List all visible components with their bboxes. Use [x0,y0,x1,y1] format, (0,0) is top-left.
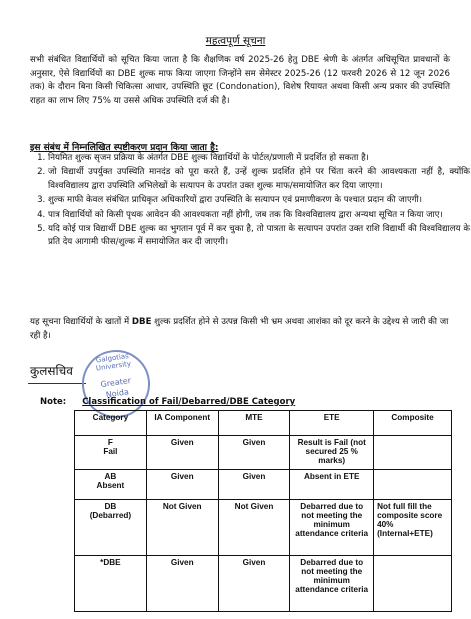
signature-line [28,383,86,384]
table-header-row [75,411,452,436]
cell-ia: Given [146,470,218,500]
table-row [75,436,452,470]
cell-ete: Result is Fail (not secured 25 % marks) [290,436,374,470]
cell-ete: Absent in ETE [290,470,374,500]
seal-line-1: Greater [100,375,132,390]
cell-category: DB (Debarred) [75,500,147,556]
note-label: Note: [40,397,67,407]
table-row [75,500,452,556]
clarification-heading: इस संबंध में निम्नलिखित स्पष्टीकरण प्रदान किया जाता है: [30,143,219,153]
seal-ring-text: Galgotias University [95,351,132,373]
table-row [75,556,452,612]
header-category: Category [75,411,147,436]
notice-intro: सभी संबंधित विद्यार्थियों को सूचित किया जाता है कि शैक्षणिक वर्ष 2025-26 हेतु DBE श्रेणी के अंतर्गत अधिसूचित प्रावधानों के अनुसार, ऐसे विद्यार्थियों का DBE शुल्क माफ किया जाएगा जिन्होंने सम सेमेस्टर 2025-26 (12 फरवरी 2026 से 12 जून 2026 तक) के दौरान बिना किसी चिकित्सा आधार, उपस्थिति छूट (Condonation), विशेष रियायत अथवा किसी अन्य प्रकार की उपस्थिति राहत का लाभ लिए 75% या उससे अधिक उपस्थिति दर्ज की है। [30,55,450,106]
list-item: 1. नियमित शुल्क सृजन प्रक्रिया के अंतर्गत DBE शुल्क विद्यार्थियों के पोर्टल/प्रणाली में प्रदर्शित हो सकता है। [48,152,470,165]
cell-mte: Given [218,470,290,500]
closing-paragraph [30,316,450,343]
list-item: 2. जो विद्यार्थी उपर्युक्त उपस्थिति मानदंड को पूरा करते हैं, उन्हें शुल्क प्रदर्शित होने पर चिंता करने की आवश्यकता नहीं है, क्योंकि विश्वविद्यालय द्वारा उपस्थिति अभिलेखों के सत्यापन के उपरांत उक्त शुल्क माफ/समायोजित कर दिया जाएगा। [48,166,470,193]
list-item: 3. शुल्क माफी केवल संबंधित प्राधिकृत अधिकारियों द्वारा उपस्थिति के सत्यापन एवं प्रमाणीकरण के पश्चात प्रदान की जाएगी। [48,194,470,207]
cell-category: *DBE [75,556,147,612]
cell-mte: Not Given [218,500,290,556]
cell-composite: Not full fill the composite score 40% (Internal+ETE) [374,500,452,556]
header-composite: Composite [374,411,452,436]
classification-table [74,410,452,612]
clarification-list [30,152,470,251]
cell-ia: Given [146,436,218,470]
cell-composite [374,436,452,470]
cell-mte: Given [218,436,290,470]
list-item: 5. यदि कोई पात्र विद्यार्थी DBE शुल्क का भुगतान पूर्व में कर चुका है, तो पात्रता के सत्यापन उपरांत उक्त राशि विद्यार्थी की विश्वविद्यालय के प्रति देय आगामी फीस/शुल्क में समायोजित कर दी जाएगी। [48,223,470,250]
cell-category: F Fail [75,436,147,470]
header-mte: MTE [218,411,290,436]
closing-text-end: शुल्क प्रदर्शित होने से उत्पन्न किसी भी भ्रम अथवा आशंका को दूर करने के उद्देश्य से जारी की जा रही है। [30,317,449,341]
signatory-title: कुलसचिव [30,364,73,378]
note-heading [40,397,295,407]
cell-ia: Not Given [146,500,218,556]
table-row [75,470,452,500]
cell-ia: Given [146,556,218,612]
cell-mte: Given [218,556,290,612]
notice-title: महत्वपूर्ण सूचना [205,35,266,47]
closing-text-start: यह सूचना विद्यार्थियों के खातों में [30,317,132,327]
classification-title: Classification of Fail/Debarred/DBE Category [82,397,296,407]
header-ete: ETE [290,411,374,436]
cell-composite [374,470,452,500]
seal-line-2: Noida [105,387,130,400]
header-ia-component: IA Component [146,411,218,436]
cell-composite [374,556,452,612]
cell-ete: Debarred due to not meeting the minimum attendance criteria [290,500,374,556]
list-item: 4. पात्र विद्यार्थियों को किसी पृथक आवेदन की आवश्यकता नहीं होगी, जब तक कि विश्वविद्यालय द्वारा अन्यथा सूचित न किया जाए। [48,209,470,222]
cell-ete: Debarred due to not meeting the minimum attendance criteria [290,556,374,612]
closing-text-bold: DBE [131,317,152,327]
cell-category: AB Absent [75,470,147,500]
